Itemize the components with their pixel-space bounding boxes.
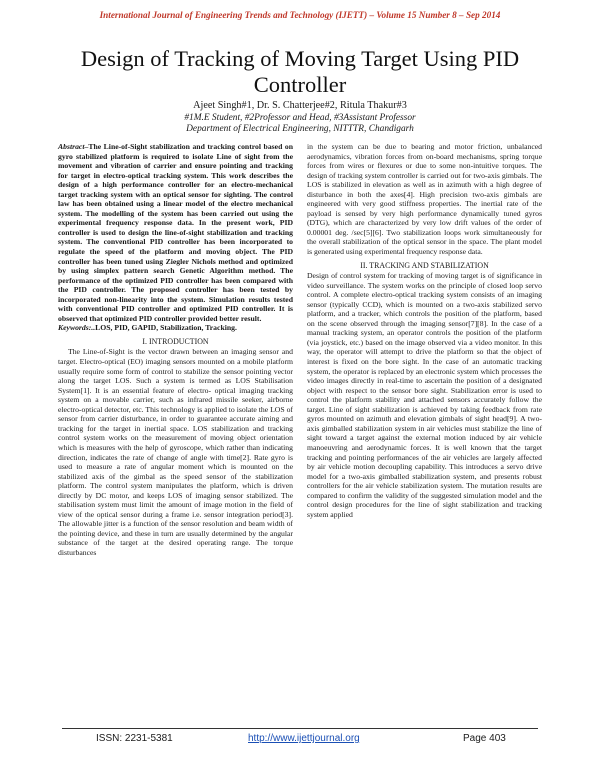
- affiliation-department: Department of Electrical Engineering, NITTTR, Chandigarh: [186, 124, 414, 134]
- section-heading-tracking: II. TRACKING AND STABILIZATION: [360, 260, 489, 270]
- abstract: [58, 142, 293, 323]
- affiliation-roles: #1M.E Student, #2Professor and Head, #3Assistant Professor: [184, 113, 416, 123]
- footer-url-link[interactable]: http://www.ijettjournal.org: [248, 733, 360, 744]
- abstract-text: The Line-of-Sight stabilization and tracking control based on gyro stabilized platform is required to isolate Line of sight from the movement and vibration of carrier and ensure pointing and tracking for target in electro-optical tracking system. This work describes the design of a high performance controller for an electro-mechanical target tracking system with an optical sensor for sighting. The control law has been obtained using a linear model of the electro mechanical system. The modelling of the system has been carried out using the experimental frequency response data. In the present work, PID controller is used to design the line-of-sight stabilization and tracking system. The conventional PID controller has been incorporated to regulate the speed of the platform and moving object. The PID controller has been tuned using Ziegler Nichols method and optimized by using simplex pattern search Genetic Algorithm method. The performance of the optimized PID controller has been compared with the PID controller. The proposed controller has been tested by incorporated non-linearity into the system. Simulation results tested with conventional PID controller and optimized PID controller. It is observed that optimized PID controller provided better result.: [58, 142, 293, 323]
- paper-authors: Ajeet Singh#1, Dr. S. Chatterjee#2, Ritula Thakur#3: [193, 100, 407, 111]
- paper-title: Design of Tracking of Moving Target Using PID Controller: [80, 46, 520, 97]
- introduction-text: The Line-of-Sight is the vector drawn between an imaging sensor and target. Electro-optical (EO) imaging sensors mounted on a mobile platform usually require some form of control to stabilize the sensor pointing vector along the target LOS. Such a system is termed as LOS Stabilisation System[1]. It is an essential feature of electro- optical imaging tracking system on a movable carrier, such as infrared missile seeker, airborne electro-optical detector, etc. This technology is applied to isolate the LOS of sensor from carrier disturbance, in order to guarantee accurate aiming and tracking for the target in inertial space. LOS stabilization and tracking control system works on the measurement of moving object orientation which is measures with the help of gyroscope, which rather than indicating direction, indicates the rate of change of angle with time[2]. Rate gyro is used to measure a rate of angular moment which is mounted on the stabilized axis of the gimbal as the speed sensor of the stabilization platform. The control system manipulates the platform, which is driven directly by DC motor, and keeps LOS of imaging sensor stabilized. The stabilisation system must limit the amount of image motion in the field of view of the optical sensor during a frame i.e. sensor integration period[3]. The allowable jitter is a function of the sensor resolution and beam width of the pointing device, and these in turn are usually determined by the angular substance of the target at the desired operating range. The torque disturbances: [58, 347, 293, 557]
- keywords-lead: Keywords:..: [58, 323, 96, 333]
- keywords: [58, 323, 293, 333]
- footer-issn: ISSN: 2231-5381: [96, 733, 173, 744]
- left-column: [58, 142, 293, 558]
- section-heading-introduction: I. INTRODUCTION: [142, 336, 209, 346]
- footer-page-number: Page 403: [463, 733, 506, 744]
- keywords-text: LOS, PID, GAPID, Stabilization, Tracking.: [95, 323, 237, 333]
- footer-divider: [62, 728, 538, 729]
- introduction-continuation: in the system can be due to bearing and motor friction, unbalanced aerodynamics, vibration forces from on-board mechanisms, spring torque forces from wires or flexures or due to some non-intuitive torques. The design of tracking system controller is carried out for two-axis gimbals. The LOS is stabilized in elevation as well as in azimuth with a high degree of disturbance in both the axes[4]. High precision two-axis gimbals are engineered with very good stiffness properties. The inertial rate of the payload is sensed by very high performance dynamically tuned gyros (DTG), which are characterized by very low drift values of the order of 0.00001 deg. /sec[5][6]. Two stabilization loops work simultaneously for the overall stabilization of the optical sensor in the space. The plant model is generated using experimental frequency response data.: [307, 142, 542, 257]
- tracking-text: Design of control system for tracking of moving target is of significance in video surveillance. The system works on the principle of closed loop servo control. A complete electro-optical tracking system consists of an imaging sensor (typically CCD), which is mounted on a two-axis stabilized servo platform, and a tracker, which controls the position of the platform, based on the scene observed through the imaging sensor[7][8]. In the case of a manual tracking system, an operator controls the position of the platform (via joystick, etc.) based on the image observed via a video monitor. In this way, the operator will attempt to drive the platform so that the object of interest is fixed on the bore sight. In the case of an automatic tracking system, the operator is replaced by an electronic system which processes the video images directly in real-time to ascertain the position of a designated object with respect to the sensor bore sight. Stabilization error is used to control the platform stability and attached sensors accurately follow the target. Line of sight stabilization is achieved by taking feedback from rate gyros mounted on azimuth and elevation gimbals of sight head[9]. A two-axis gimballed stabilization system in air vehicles must stabilize the line of sight toward a target against the external motion induced by air vehicle manoeuvring and aerodynamic forces. It is well known that the target tracking and pointing performances of the air vehicles are largely affected by air vehicle motion decoupling capability. This introduces a servo drive model for a two-axis gimballed stabilization system, and presents robust controllers for the air vehicle stabilization system. The mutation results are compared to confirm the validity of the suggested simulation model and the control design procedures for the line of sight stabilization and tracking system applied: [307, 271, 542, 519]
- abstract-lead: Abstract–: [58, 142, 89, 151]
- right-column: [307, 142, 542, 519]
- journal-header: International Journal of Engineering Trends and Technology (IJETT) – Volume 15 Number 8 – Sep 2014: [99, 10, 501, 20]
